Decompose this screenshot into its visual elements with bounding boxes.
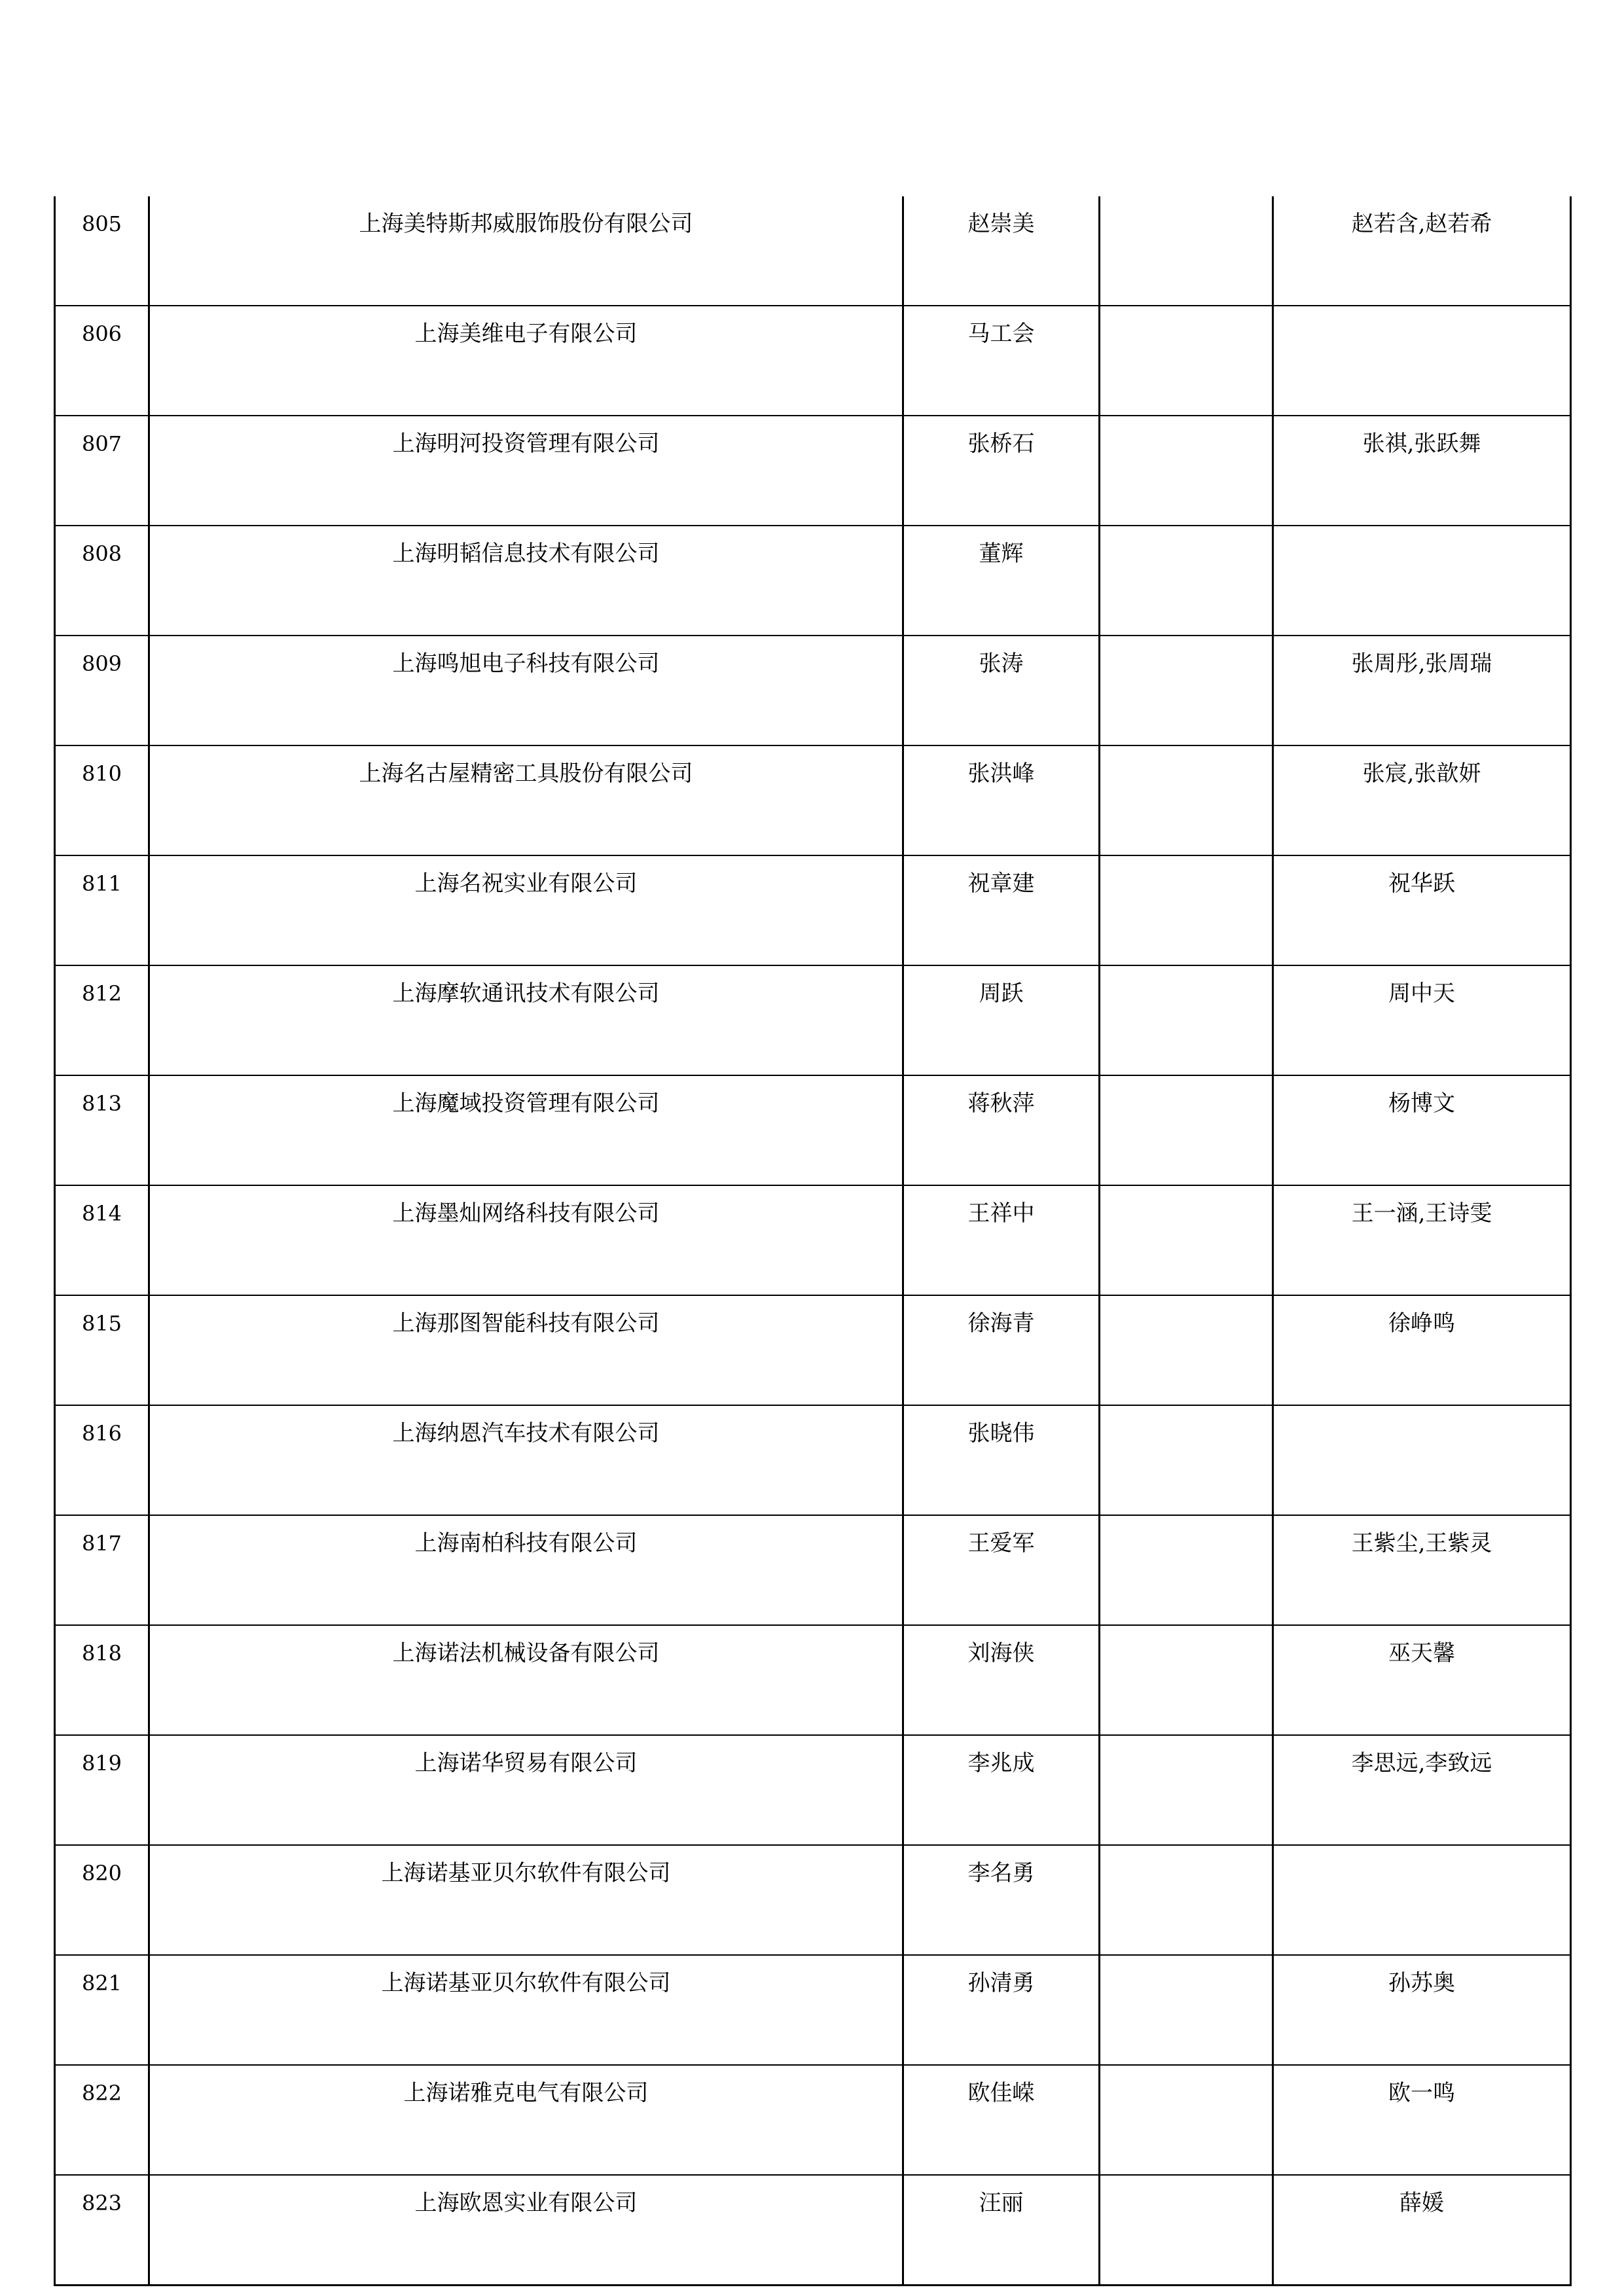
children-names-cell: 张祺,张跃舞 (1273, 416, 1571, 526)
company-cell: 上海魔域投资管理有限公司 (149, 1075, 903, 1185)
blank-column-cell (1100, 306, 1273, 416)
row-number-cell: 822 (55, 2065, 149, 2175)
table-row (55, 306, 1571, 416)
children-names-cell: 张周彤,张周瑞 (1273, 636, 1571, 745)
table-row (55, 1955, 1571, 2065)
company-cell: 上海诺基亚贝尔软件有限公司 (149, 1845, 903, 1955)
blank-column-cell (1100, 1735, 1273, 1845)
blank-column-cell (1100, 1625, 1273, 1735)
children-names-cell: 巫天馨 (1273, 1625, 1571, 1735)
table-row (55, 1625, 1571, 1735)
company-cell: 上海名祝实业有限公司 (149, 855, 903, 965)
table-row (55, 1845, 1571, 1955)
row-number-cell: 806 (55, 306, 149, 416)
blank-column-cell (1100, 1845, 1273, 1955)
row-number-cell: 808 (55, 526, 149, 636)
company-cell: 上海摩软通讯技术有限公司 (149, 965, 903, 1075)
children-names-cell: 徐峥鸣 (1273, 1295, 1571, 1405)
children-names-cell: 孙苏奥 (1273, 1955, 1571, 2065)
children-names-cell: 赵若含,赵若希 (1273, 196, 1571, 306)
blank-column-cell (1100, 1075, 1273, 1185)
blank-column-cell (1100, 1295, 1273, 1405)
table-row (55, 1515, 1571, 1625)
person-name-cell: 张桥石 (903, 416, 1100, 526)
blank-column-cell (1100, 2065, 1273, 2175)
person-name-cell: 王爱军 (903, 1515, 1100, 1625)
company-cell: 上海明河投资管理有限公司 (149, 416, 903, 526)
children-names-cell (1273, 1845, 1571, 1955)
roster-table (54, 196, 1572, 2286)
row-number-cell: 815 (55, 1295, 149, 1405)
company-cell: 上海美维电子有限公司 (149, 306, 903, 416)
person-name-cell: 欧佳嵘 (903, 2065, 1100, 2175)
person-name-cell: 周跃 (903, 965, 1100, 1075)
row-number-cell: 816 (55, 1405, 149, 1515)
company-cell: 上海纳恩汽车技术有限公司 (149, 1405, 903, 1515)
table-row (55, 1735, 1571, 1845)
person-name-cell: 张涛 (903, 636, 1100, 745)
person-name-cell: 李名勇 (903, 1845, 1100, 1955)
table-row (55, 2175, 1571, 2286)
person-name-cell: 祝章建 (903, 855, 1100, 965)
children-names-cell: 周中天 (1273, 965, 1571, 1075)
children-names-cell: 欧一鸣 (1273, 2065, 1571, 2175)
row-number-cell: 820 (55, 1845, 149, 1955)
person-name-cell: 马工会 (903, 306, 1100, 416)
blank-column-cell (1100, 1515, 1273, 1625)
blank-column-cell (1100, 965, 1273, 1075)
row-number-cell: 812 (55, 965, 149, 1075)
company-cell: 上海欧恩实业有限公司 (149, 2175, 903, 2286)
row-number-cell: 821 (55, 1955, 149, 2065)
children-names-cell: 薛媛 (1273, 2175, 1571, 2286)
children-names-cell (1273, 526, 1571, 636)
children-names-cell: 祝华跃 (1273, 855, 1571, 965)
blank-column-cell (1100, 196, 1273, 306)
company-cell: 上海明韬信息技术有限公司 (149, 526, 903, 636)
blank-column-cell (1100, 636, 1273, 745)
company-cell: 上海诺雅克电气有限公司 (149, 2065, 903, 2175)
table-row (55, 1295, 1571, 1405)
document-table-container (54, 196, 1570, 2286)
person-name-cell: 李兆成 (903, 1735, 1100, 1845)
blank-column-cell (1100, 1405, 1273, 1515)
row-number-cell: 809 (55, 636, 149, 745)
table-row (55, 196, 1571, 306)
blank-column-cell (1100, 416, 1273, 526)
company-cell: 上海鸣旭电子科技有限公司 (149, 636, 903, 745)
children-names-cell (1273, 1405, 1571, 1515)
table-row (55, 1405, 1571, 1515)
company-cell: 上海诺基亚贝尔软件有限公司 (149, 1955, 903, 2065)
table-row (55, 2065, 1571, 2175)
person-name-cell: 董辉 (903, 526, 1100, 636)
person-name-cell: 徐海青 (903, 1295, 1100, 1405)
table-row (55, 1185, 1571, 1295)
blank-column-cell (1100, 2175, 1273, 2286)
person-name-cell: 孙清勇 (903, 1955, 1100, 2065)
company-cell: 上海名古屋精密工具股份有限公司 (149, 745, 903, 855)
person-name-cell: 汪丽 (903, 2175, 1100, 2286)
children-names-cell (1273, 306, 1571, 416)
table-row (55, 745, 1571, 855)
table-row (55, 965, 1571, 1075)
row-number-cell: 811 (55, 855, 149, 965)
person-name-cell: 张晓伟 (903, 1405, 1100, 1515)
row-number-cell: 810 (55, 745, 149, 855)
blank-column-cell (1100, 1185, 1273, 1295)
table-row (55, 1075, 1571, 1185)
row-number-cell: 823 (55, 2175, 149, 2286)
person-name-cell: 王祥中 (903, 1185, 1100, 1295)
row-number-cell: 817 (55, 1515, 149, 1625)
company-cell: 上海墨灿网络科技有限公司 (149, 1185, 903, 1295)
table-row (55, 636, 1571, 745)
blank-column-cell (1100, 745, 1273, 855)
children-names-cell: 李思远,李致远 (1273, 1735, 1571, 1845)
person-name-cell: 蒋秋萍 (903, 1075, 1100, 1185)
children-names-cell: 王一涵,王诗雯 (1273, 1185, 1571, 1295)
company-cell: 上海诺华贸易有限公司 (149, 1735, 903, 1845)
row-number-cell: 814 (55, 1185, 149, 1295)
row-number-cell: 805 (55, 196, 149, 306)
blank-column-cell (1100, 1955, 1273, 2065)
table-row (55, 526, 1571, 636)
table-row (55, 416, 1571, 526)
blank-column-cell (1100, 855, 1273, 965)
roster-table-body (55, 196, 1571, 2286)
children-names-cell: 杨博文 (1273, 1075, 1571, 1185)
row-number-cell: 818 (55, 1625, 149, 1735)
children-names-cell: 张宸,张歆妍 (1273, 745, 1571, 855)
person-name-cell: 刘海侠 (903, 1625, 1100, 1735)
children-names-cell: 王紫尘,王紫灵 (1273, 1515, 1571, 1625)
table-row (55, 855, 1571, 965)
person-name-cell: 张洪峰 (903, 745, 1100, 855)
row-number-cell: 813 (55, 1075, 149, 1185)
company-cell: 上海诺法机械设备有限公司 (149, 1625, 903, 1735)
person-name-cell: 赵崇美 (903, 196, 1100, 306)
company-cell: 上海南柏科技有限公司 (149, 1515, 903, 1625)
row-number-cell: 819 (55, 1735, 149, 1845)
row-number-cell: 807 (55, 416, 149, 526)
blank-column-cell (1100, 526, 1273, 636)
company-cell: 上海那图智能科技有限公司 (149, 1295, 903, 1405)
company-cell: 上海美特斯邦威服饰股份有限公司 (149, 196, 903, 306)
